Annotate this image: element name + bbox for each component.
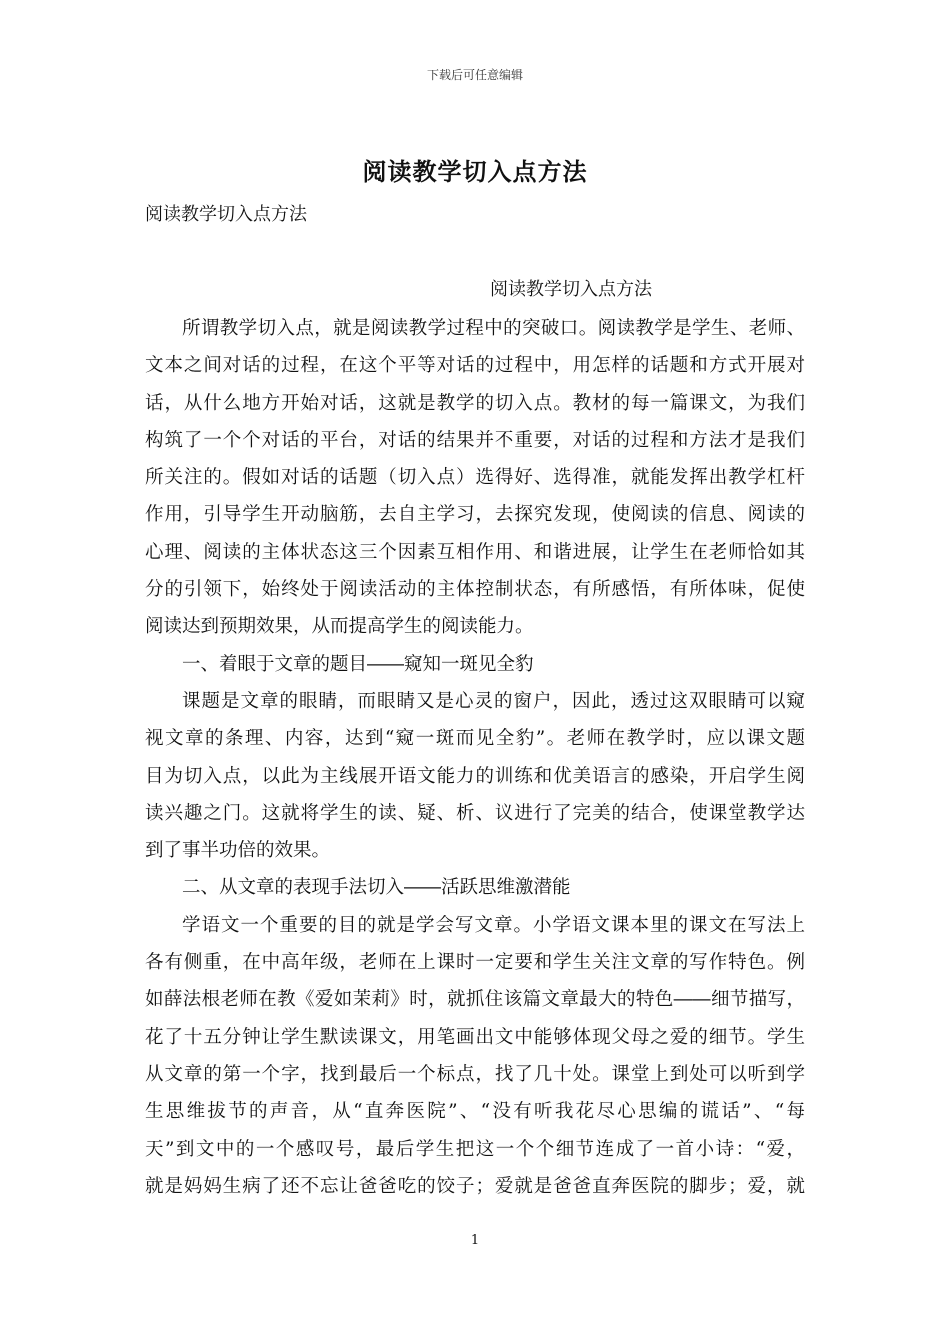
text-line: 生思维拔节的声音，从“直奔医院”、“没有听我花尽心思编的谎话”、“每	[145, 1101, 805, 1123]
text-line: 花了十五分钟让学生默读课文，用笔画出文中能够体现父母之爱的细节。学生	[145, 1026, 805, 1048]
text-line: 构筑了一个个对话的平台，对话的结果并不重要，对话的过程和方法才是我们	[145, 429, 805, 451]
text-line: 就是妈妈生病了还不忘让爸爸吃的饺子；爱就是爸爸直奔医院的脚步；爱，就	[145, 1175, 805, 1197]
page-header: 下载后可任意编辑	[426, 68, 523, 82]
text-line: 读兴趣之门。这就将学生的读、疑、析、议进行了完美的结合，使课堂教学达	[145, 802, 805, 824]
text-line: 如薛法根老师在教《爱如茉莉》时，就抓住该篇文章最大的特色――细节描写，	[145, 989, 805, 1011]
text-line: 从文章的第一个字，找到最后一个标点，找了几十处。课堂上到处可以听到学	[145, 1063, 805, 1085]
text-line: 学语文一个重要的目的就是学会写文章。小学语文课本里的课文在写法上	[182, 914, 805, 936]
text-line: 视文章的条理、内容，达到“窥一斑而见全豹”。老师在教学时，应以课文题	[145, 728, 805, 750]
text-line: 所谓教学切入点，就是阅读教学过程中的突破口。阅读教学是学生、老师、	[182, 318, 805, 339]
text-line: 阅读达到预期效果，从而提高学生的阅读能力。	[145, 616, 534, 638]
section-title: 阅读教学切入点方法	[490, 279, 652, 300]
text-line: 一、着眼于文章的题目――窥知一斑见全豹	[182, 653, 534, 675]
document-title: 阅读教学切入点方法	[362, 157, 588, 186]
text-line: 分的引领下，始终处于阅读活动的主体控制状态，有所感悟，有所体味，促使	[145, 579, 805, 601]
document-body	[145, 310, 805, 1205]
text-line: 天”到文中的一个感叹号，最后学生把这一个个细节连成了一首小诗：“爱，	[145, 1138, 805, 1160]
text-line: 所关注的。假如对话的话题（切入点）选得好、选得准，就能发挥出教学杠杆	[145, 467, 805, 489]
text-line: 各有侧重，在中高年级，老师在上课时一定要和学生关注文章的写作特色。例	[145, 952, 805, 974]
text-line: 目为切入点，以此为主线展开语文能力的训练和优美语言的感染，开启学生阅	[145, 765, 805, 787]
text-line: 到了事半功倍的效果。	[145, 840, 331, 862]
text-line: 课题是文章的眼睛，而眼睛又是心灵的窗户，因此，透过这双眼睛可以窥	[182, 690, 805, 712]
text-line: 二、从文章的表现手法切入――活跃思维激潜能	[182, 877, 571, 899]
text-line: 话，从什么地方开始对话，这就是教学的切入点。教材的每一篇课文，为我们	[145, 392, 805, 414]
text-line: 文本之间对话的过程，在这个平等对话的过程中，用怎样的话题和方式开展对	[145, 355, 805, 377]
text-line: 心理、阅读的主体状态这三个因素互相作用、和谐进展，让学生在老师恰如其	[145, 541, 805, 563]
page-number: 1	[470, 1233, 480, 1248]
document-subtitle: 阅读教学切入点方法	[145, 204, 307, 225]
text-line: 作用，引导学生开动脑筋，去自主学习，去探究发现，使阅读的信息、阅读的	[145, 504, 805, 526]
